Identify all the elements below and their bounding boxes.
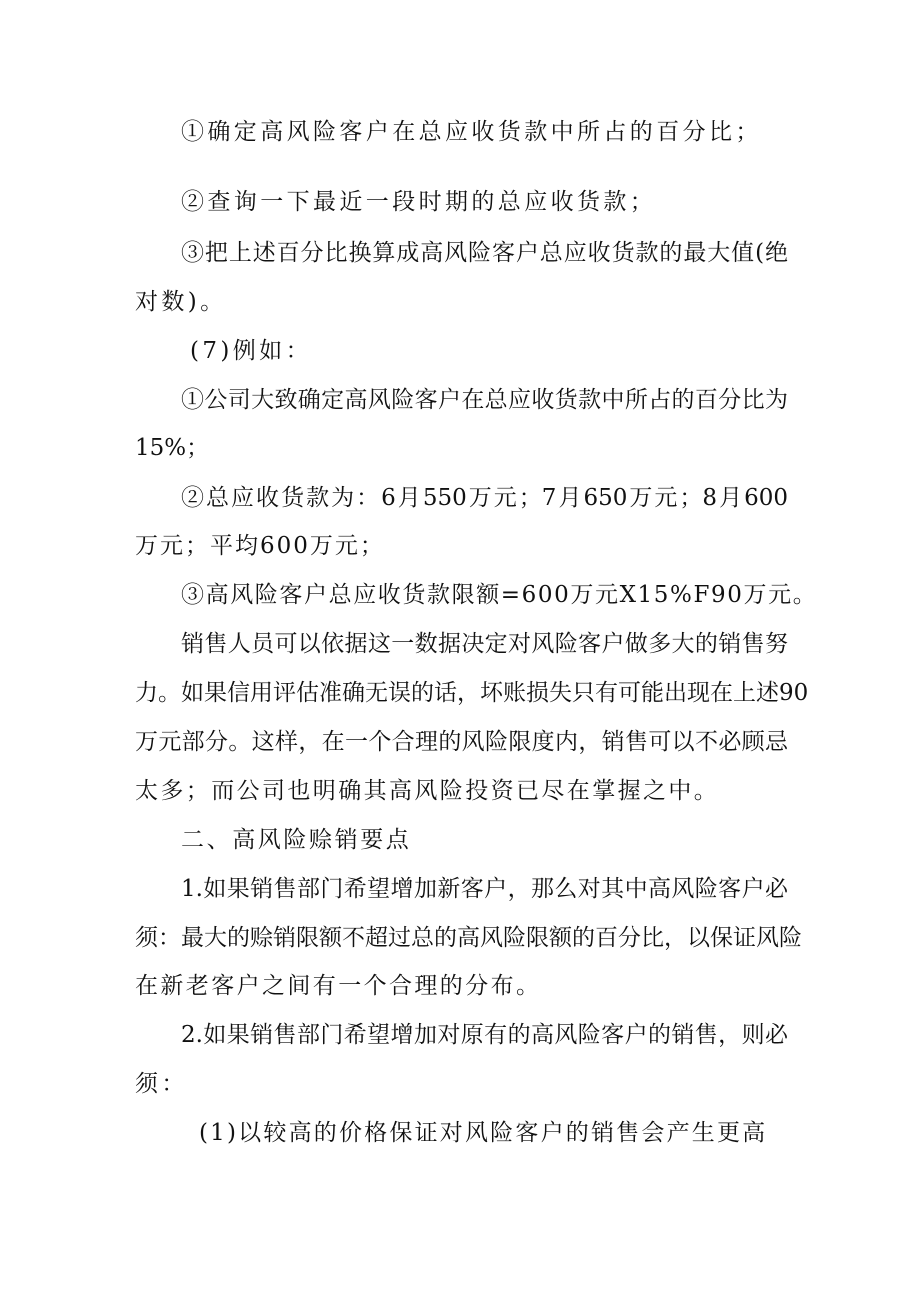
text-line-9: 万元；平均600万元； xyxy=(135,533,385,559)
text-line-17: 须：最大的赊销限额不超过总的高风险限额的百分比，以保证风险 xyxy=(135,925,802,951)
text-line-8: ②总应收货款为：6月550万元；7月650万元；8月600 xyxy=(181,485,788,511)
section-heading: 二、高风险赊销要点 xyxy=(181,827,412,853)
text-line-18: 在新老客户之间有一个合理的分布。 xyxy=(135,973,542,999)
text-line-20: 须： xyxy=(135,1071,188,1097)
text-line-3: ③把上述百分比换算成高风险客户总应收货款的最大值(绝 xyxy=(181,240,788,266)
text-line-11: 销售人员可以依据这一数据决定对风险客户做多大的销售努 xyxy=(181,631,788,657)
text-line-10: ③高风险客户总应收货款限额=600万元X15%F90万元。 xyxy=(181,582,818,608)
text-line-1: ①确定高风险客户在总应收货款中所占的百分比； xyxy=(181,119,762,145)
text-line-6: ①公司大致确定高风险客户在总应收货款中所占的百分比为 xyxy=(181,387,788,413)
text-line-21: (1)以较高的价格保证对风险客户的销售会产生更高 xyxy=(199,1120,768,1146)
text-line-12: 力。如果信用评估准确无误的话，坏账损失只有可能出现在上述90 xyxy=(135,680,809,706)
text-line-19: 2.如果销售部门希望增加对原有的高风险客户的销售，则必 xyxy=(181,1022,788,1048)
text-line-16: 1.如果销售部门希望增加新客户，那么对其中高风险客户必 xyxy=(181,876,788,902)
text-line-5: (7)例如： xyxy=(190,338,312,364)
text-line-4: 对数)。 xyxy=(135,289,227,315)
text-line-2: ②查询一下最近一段时期的总应收货款； xyxy=(181,189,657,215)
text-line-13: 万元部分。这样，在一个合理的风险限度内，销售可以不必顾忌 xyxy=(135,729,788,755)
text-line-14: 太多；而公司也明确其高风险投资已尽在掌握之中。 xyxy=(135,778,720,804)
text-line-7: 15%； xyxy=(135,435,210,461)
